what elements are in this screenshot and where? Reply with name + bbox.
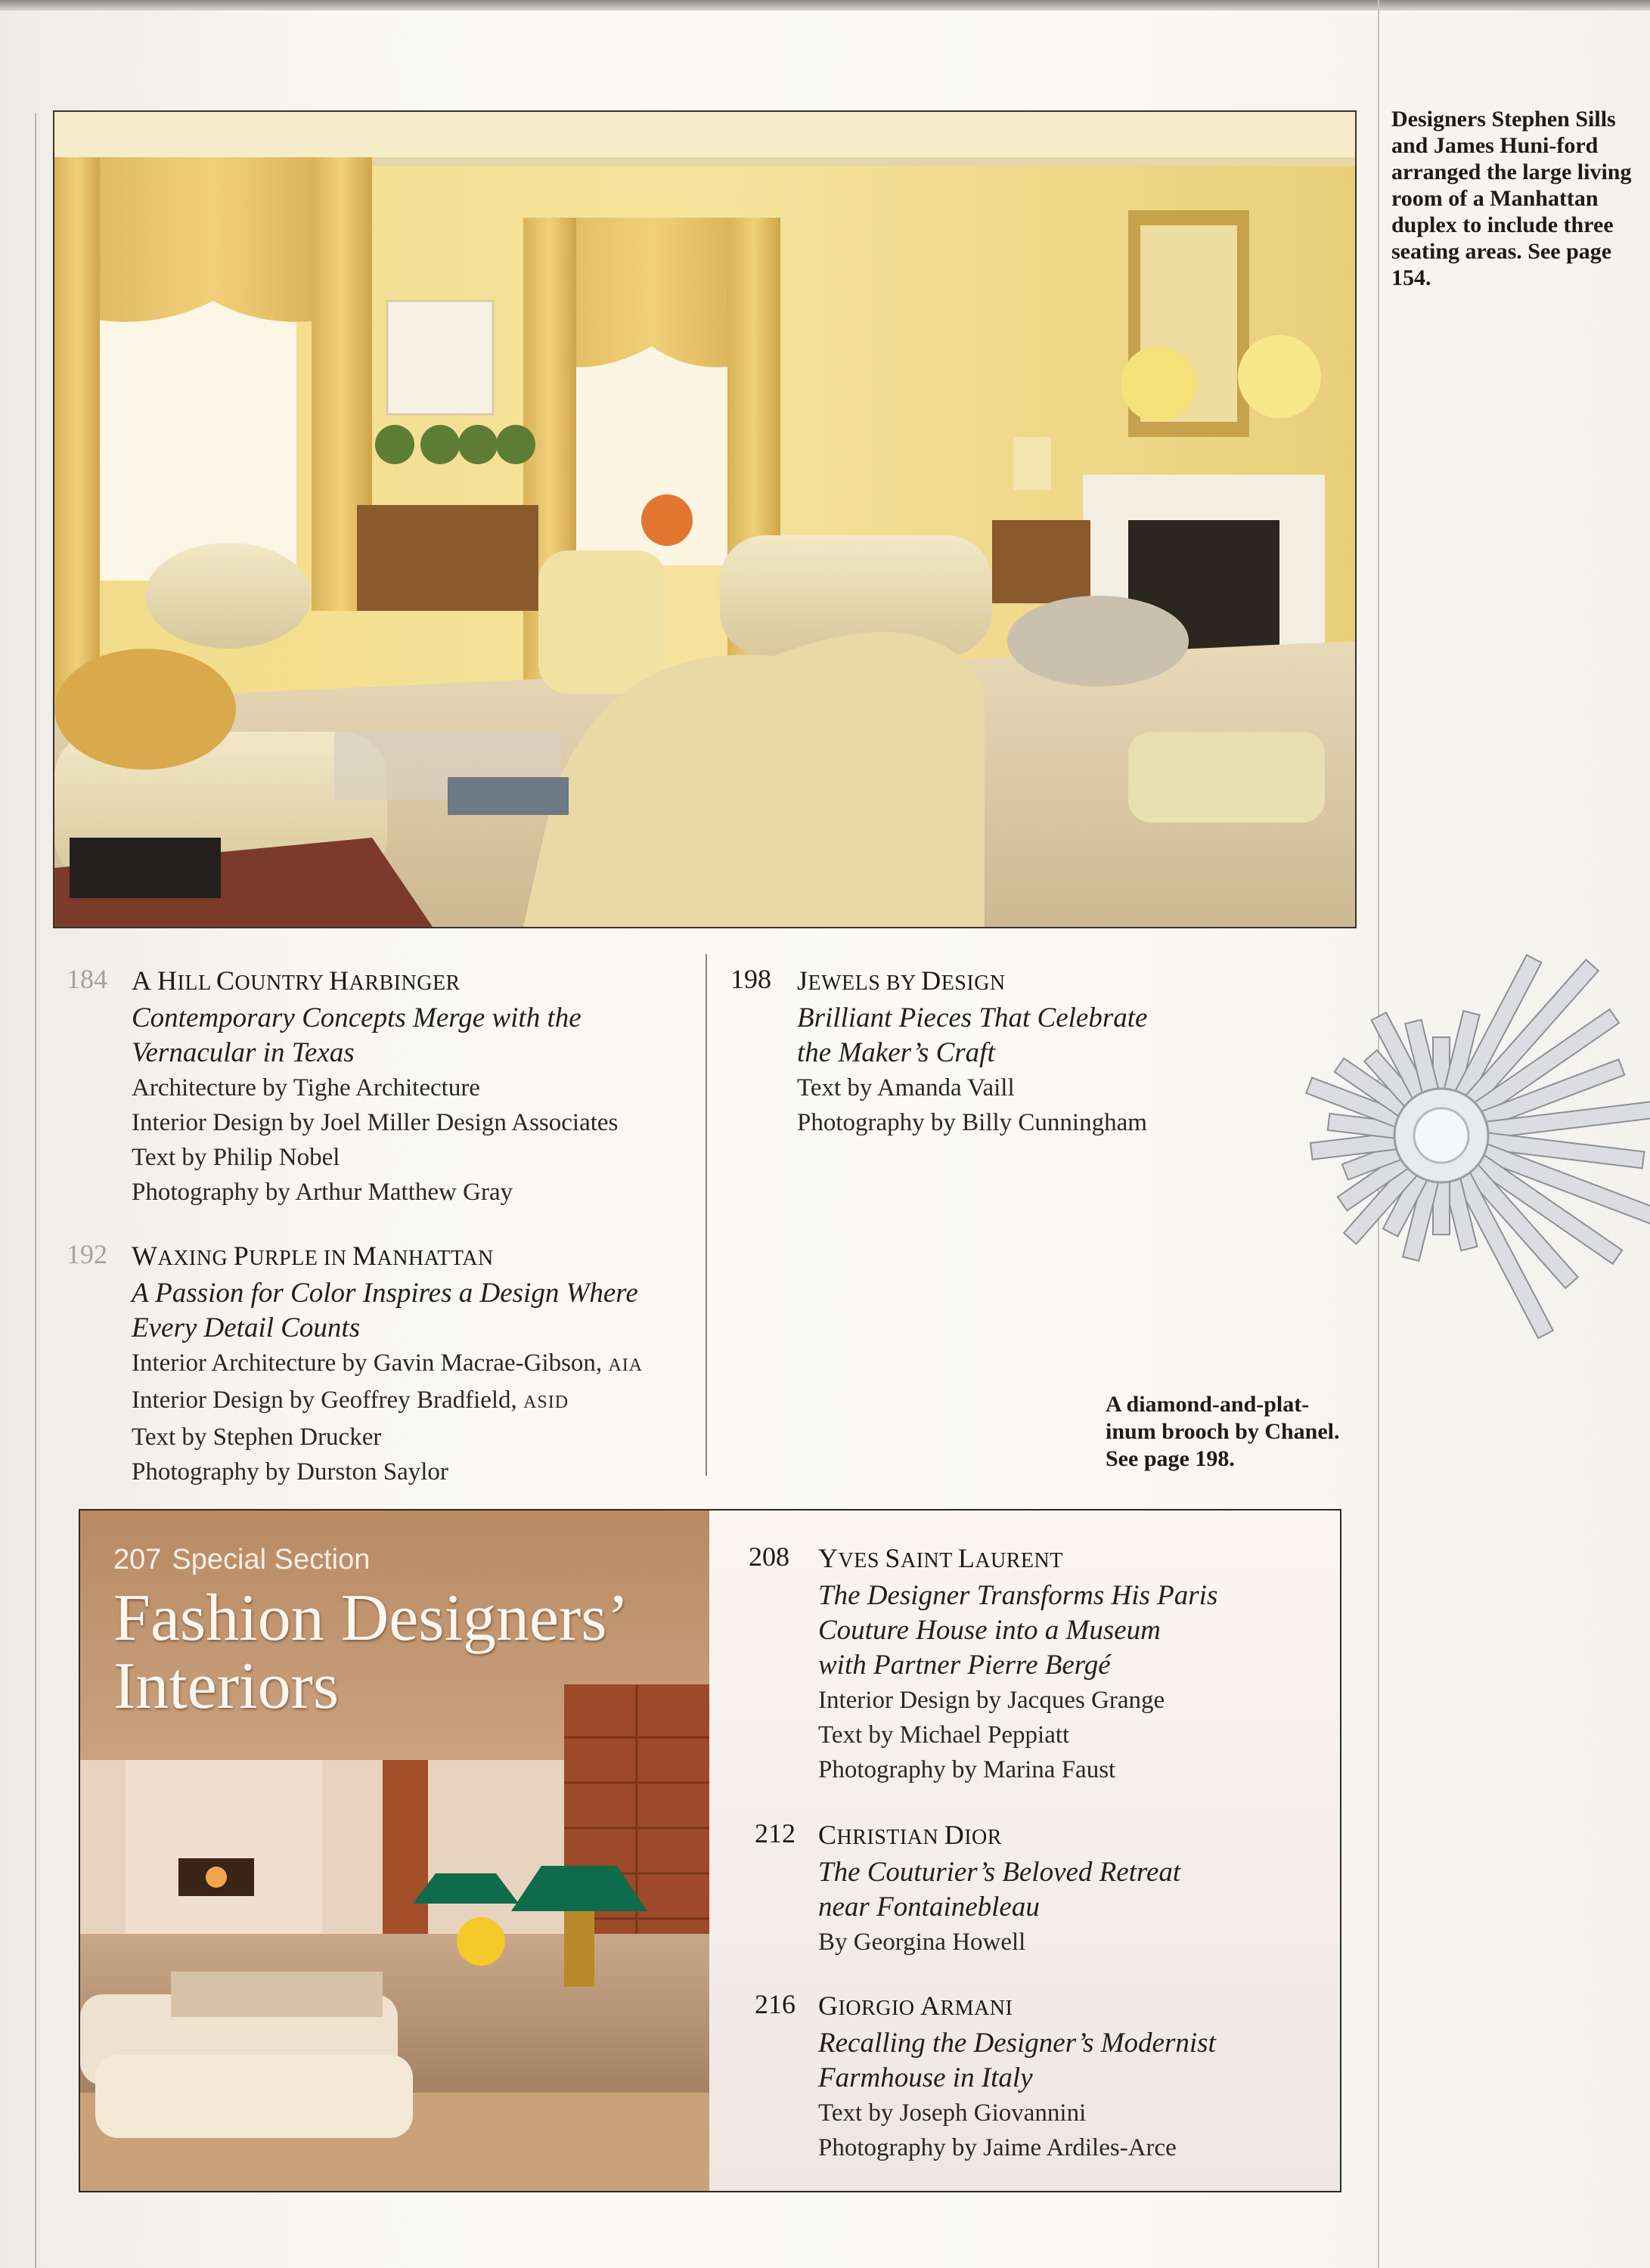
article-credit: Text by Philip Nobel (132, 1144, 340, 1171)
article-dek: Farmhouse in Italy (818, 2062, 1033, 2093)
article-title[interactable]: YVES SAINT LAURENT (818, 1543, 1063, 1573)
special-section-page: 207 (113, 1544, 162, 1576)
article-credit: By Georgina Howell (818, 1929, 1026, 1956)
left-rule (35, 113, 36, 2268)
scan-edge (0, 0, 1650, 11)
brooch-caption: A diamond-and-plat-inum brooch by Chanel. See page 198. (1106, 1392, 1340, 1471)
article-title[interactable]: A HILL COUNTRY HARBINGER (132, 965, 461, 996)
article-title[interactable]: WAXING PURPLE IN MANHATTAN (132, 1241, 494, 1271)
article-title[interactable]: GIORGIO ARMANI (818, 1991, 1013, 2021)
article-credit: Photography by Arthur Matthew Gray (132, 1179, 513, 1206)
article-dek: the Maker’s Craft (797, 1037, 995, 1068)
article-credit: Text by Joseph Giovannini (818, 2099, 1087, 2127)
special-section-label[interactable]: 207 Special Section (113, 1544, 371, 1576)
article-dek: with Partner Pierre Bergé (818, 1650, 1111, 1681)
article-dek: Contemporary Concepts Merge with the (132, 1002, 582, 1033)
article-credit: Text by Michael Peppiatt (818, 1721, 1070, 1749)
special-section-title[interactable]: Fashion Designers’ Interiors (113, 1582, 629, 1723)
living-room-photo (53, 110, 1357, 928)
article-credit: Architecture by Tighe Architecture (132, 1074, 480, 1101)
article-dek: near Fontainebleau (818, 1892, 1040, 1923)
article-title[interactable]: JEWELS BY DESIGN (797, 965, 1006, 996)
page-number: 208 (749, 1541, 789, 1572)
article-credit: Interior Architecture by Gavin Macrae-Gibson, AIA (132, 1349, 644, 1377)
living-room-caption: Designers Stephen Sills and James Huni-ford arranged the large living room of a Manhattan duplex to include three seating areas. See page 154. (1391, 107, 1632, 290)
page-number: 192 (67, 1239, 107, 1269)
article-dek: Vernacular in Texas (132, 1037, 355, 1068)
article-credit: Interior Design by Joel Miller Design Associates (132, 1109, 619, 1136)
article-credit: Photography by Billy Cunningham (797, 1109, 1147, 1136)
article-dek: A Passion for Color Inspires a Design Where (132, 1278, 638, 1309)
article-credit: Photography by Durston Saylor (132, 1458, 448, 1486)
article-dek: Recalling the Designer’s Modernist (818, 2028, 1216, 2059)
article-dek: The Designer Transforms His Paris (818, 1580, 1218, 1611)
article-dek: Brilliant Pieces That Celebrate (797, 1002, 1148, 1033)
article-dek: The Couturier’s Beloved Retreat (818, 1857, 1181, 1888)
article-credit: Text by Amanda Vaill (797, 1074, 1015, 1101)
page-number: 212 (755, 1818, 796, 1848)
page-number: 184 (67, 964, 107, 994)
article-credit: Interior Design by Jacques Grange (818, 1687, 1165, 1714)
article-credit: Photography by Marina Faust (818, 1756, 1116, 1783)
article-dek: Couture House into a Museum (818, 1615, 1161, 1646)
article-dek: Every Detail Counts (132, 1312, 361, 1343)
article-credit: Photography by Jaime Ardiles-Arce (818, 2134, 1177, 2161)
article-credit: Interior Design by Geoffrey Bradfield, ASID (132, 1387, 569, 1414)
page-number: 216 (755, 1989, 796, 2019)
article-credit: Text by Stephen Drucker (132, 1424, 382, 1451)
page-number: 198 (730, 964, 771, 994)
article-title[interactable]: CHRISTIAN DIOR (818, 1820, 1002, 1850)
